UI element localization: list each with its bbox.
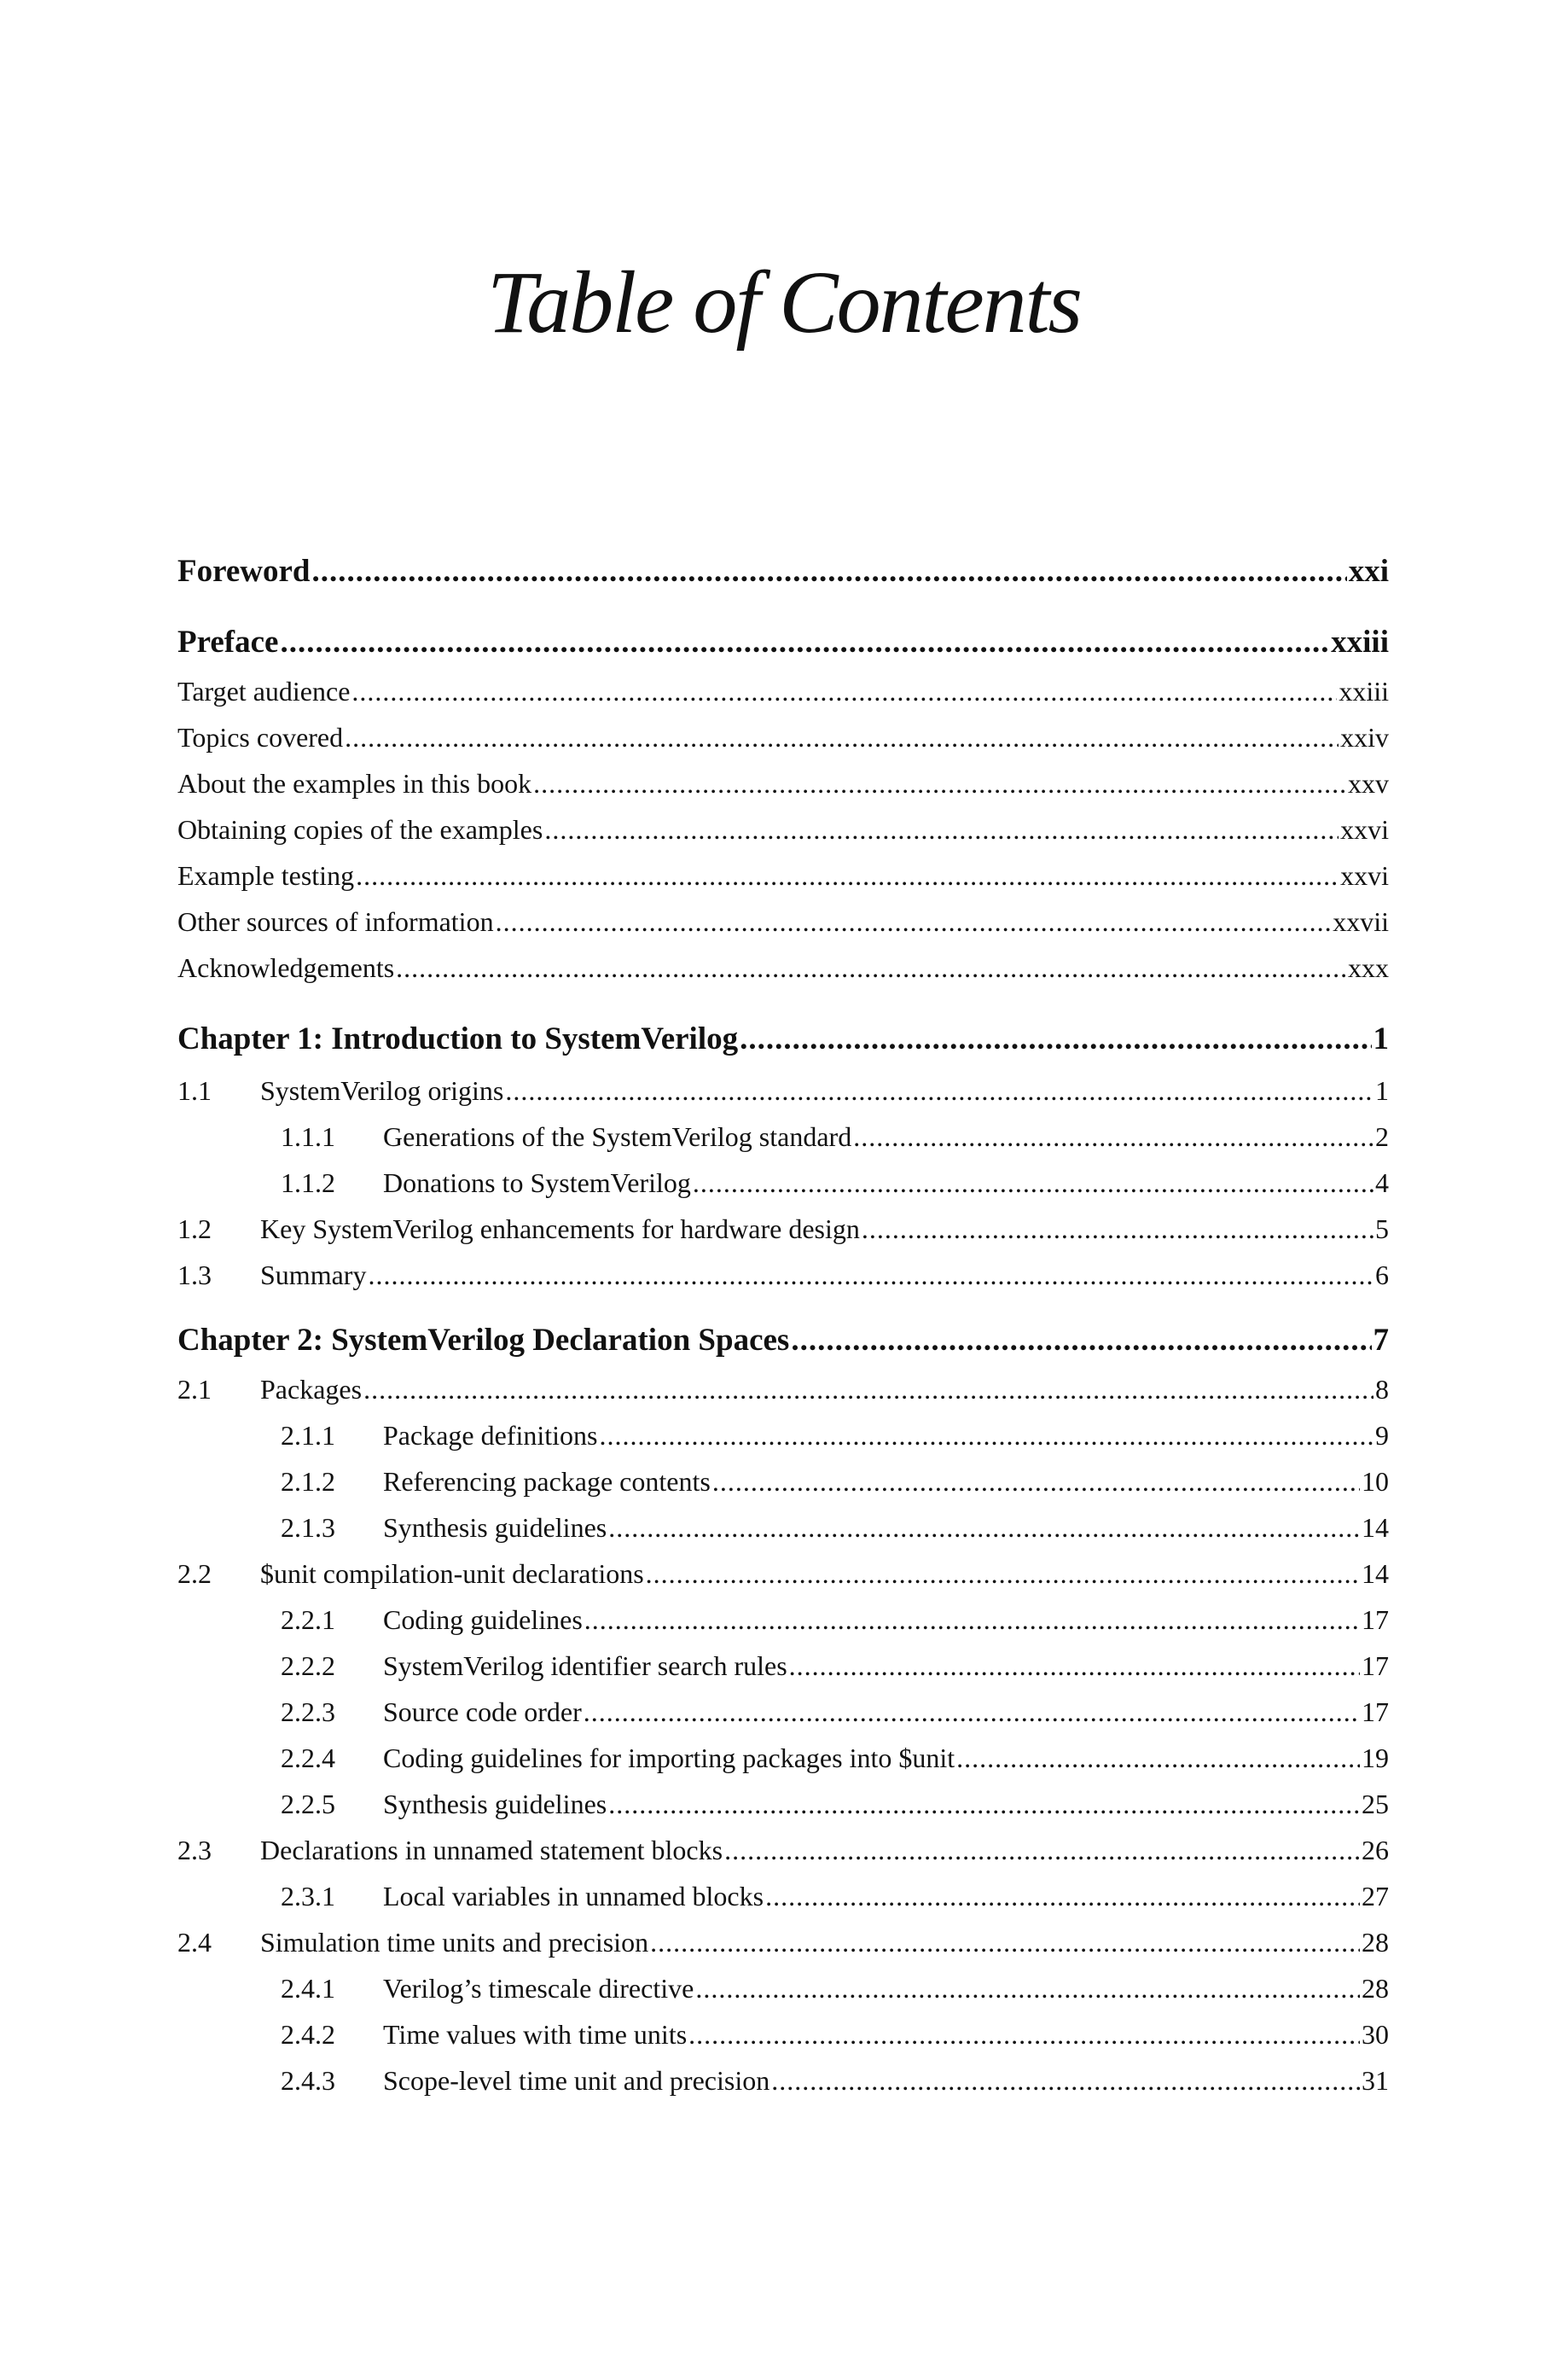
toc-entry-page-number: 14 bbox=[1362, 1512, 1389, 1543]
toc-entry-label: Coding guidelines bbox=[383, 1604, 583, 1635]
toc-entry-page-number: xxvii bbox=[1333, 906, 1389, 937]
dot-leader bbox=[584, 1693, 1360, 1731]
dot-leader bbox=[956, 1739, 1360, 1777]
toc-heading-entry[interactable] bbox=[177, 621, 1389, 664]
toc-entry-page-number: 28 bbox=[1362, 1927, 1389, 1958]
dot-leader bbox=[765, 1877, 1360, 1915]
toc-entry[interactable] bbox=[177, 903, 1389, 940]
toc-entry-number: 2.2.5 bbox=[281, 1789, 335, 1819]
toc-entry-label: SystemVerilog identifier search rules bbox=[383, 1650, 787, 1681]
toc-heading-entry[interactable] bbox=[177, 1319, 1389, 1362]
toc-entry-number: 2.4.1 bbox=[281, 1973, 335, 2004]
dot-leader bbox=[345, 719, 1339, 756]
toc-entry[interactable] bbox=[177, 1417, 1389, 1454]
dot-leader bbox=[688, 2016, 1360, 2053]
dot-leader bbox=[280, 621, 1329, 664]
toc-entry-label: Donations to SystemVerilog bbox=[383, 1167, 691, 1198]
dot-leader bbox=[650, 1923, 1360, 1961]
toc-heading-entry[interactable] bbox=[177, 1018, 1389, 1061]
toc-entry-number: 2.1.1 bbox=[281, 1420, 335, 1451]
toc-entry-label: Topics covered bbox=[177, 722, 344, 753]
toc-entry[interactable] bbox=[177, 1785, 1389, 1823]
toc-entry[interactable] bbox=[177, 1164, 1389, 1201]
toc-entry[interactable] bbox=[177, 1072, 1389, 1109]
toc-entry-label: Key SystemVerilog enhancements for hardware design bbox=[260, 1213, 860, 1244]
toc-entry-label: Other sources of information bbox=[177, 906, 494, 937]
toc-entry-label: Verilog’s timescale directive bbox=[383, 1973, 694, 2004]
toc-entry-label: Scope-level time unit and precision bbox=[383, 2065, 770, 2096]
toc-entry-label: Chapter 2: SystemVerilog Declaration Spaces bbox=[177, 1323, 790, 1358]
toc-entry-label: Declarations in unnamed statement blocks bbox=[260, 1835, 723, 1865]
toc-entry-page-number: 14 bbox=[1362, 1558, 1389, 1589]
toc-entry-page-number: xxv bbox=[1348, 768, 1389, 799]
toc-entry[interactable] bbox=[177, 1601, 1389, 1638]
toc-entry[interactable] bbox=[177, 2016, 1389, 2053]
toc-entry[interactable] bbox=[177, 1555, 1389, 1592]
dot-leader bbox=[599, 1417, 1373, 1454]
toc-entry-label: Preface bbox=[177, 625, 279, 660]
toc-entry-label: Package definitions bbox=[383, 1420, 598, 1451]
dot-leader bbox=[505, 1072, 1373, 1109]
toc-entry-page-number: xxiv bbox=[1340, 722, 1389, 753]
dot-leader bbox=[544, 811, 1339, 848]
dot-leader bbox=[356, 857, 1339, 894]
toc-entry-page-number: 4 bbox=[1375, 1167, 1389, 1198]
toc-entry-page-number: 1 bbox=[1373, 1021, 1389, 1056]
dot-leader bbox=[368, 1256, 1373, 1294]
toc-entry-label: Simulation time units and precision bbox=[260, 1927, 649, 1958]
toc-entry-page-number: 17 bbox=[1362, 1650, 1389, 1681]
toc-entry-label: Local variables in unnamed blocks bbox=[383, 1881, 764, 1911]
toc-entry-number: 1.2 bbox=[177, 1213, 212, 1244]
dot-leader bbox=[693, 1164, 1373, 1201]
toc-entry-label: SystemVerilog origins bbox=[260, 1075, 504, 1106]
toc-entry-page-number: 26 bbox=[1362, 1835, 1389, 1865]
toc-entry-page-number: xxvi bbox=[1340, 860, 1389, 891]
toc-entry-label: Source code order bbox=[383, 1696, 582, 1727]
toc-entry-page-number: 5 bbox=[1375, 1213, 1389, 1244]
dot-leader bbox=[396, 949, 1346, 986]
toc-entry[interactable] bbox=[177, 2062, 1389, 2099]
dot-leader bbox=[791, 1319, 1371, 1362]
dot-leader bbox=[608, 1509, 1360, 1546]
toc-entry-number: 2.2.1 bbox=[281, 1604, 335, 1635]
dot-leader bbox=[853, 1118, 1373, 1155]
toc-entry-number: 1.3 bbox=[177, 1260, 212, 1290]
toc-entry-number: 2.4.2 bbox=[281, 2019, 335, 2050]
toc-entry-number: 2.2.2 bbox=[281, 1650, 335, 1681]
toc-entry-number: 2.2 bbox=[177, 1558, 212, 1589]
toc-entry-page-number: 2 bbox=[1375, 1121, 1389, 1152]
toc-entry-page-number: 25 bbox=[1362, 1789, 1389, 1819]
toc-entry-number: 2.1 bbox=[177, 1374, 212, 1405]
toc-entry-label: Generations of the SystemVerilog standard bbox=[383, 1121, 852, 1152]
toc-entry-label: Packages bbox=[260, 1374, 363, 1405]
toc-entry-number: 2.3.1 bbox=[281, 1881, 335, 1911]
toc-entry[interactable] bbox=[177, 672, 1389, 710]
toc-entry-page-number: 19 bbox=[1362, 1743, 1389, 1773]
dot-leader bbox=[695, 1969, 1360, 2007]
toc-entry-page-number: xxiii bbox=[1339, 676, 1389, 707]
toc-entry-number: 1.1 bbox=[177, 1075, 212, 1106]
toc-entry[interactable] bbox=[177, 1463, 1389, 1500]
toc-entry-page-number: 9 bbox=[1375, 1420, 1389, 1451]
toc-entry-label: Synthesis guidelines bbox=[383, 1512, 607, 1543]
dot-leader bbox=[724, 1831, 1360, 1869]
toc-entry[interactable] bbox=[177, 1256, 1389, 1294]
toc-entry-number: 2.1.2 bbox=[281, 1466, 335, 1497]
toc-entry-label: Summary bbox=[260, 1260, 367, 1290]
toc-entry-page-number: 17 bbox=[1362, 1696, 1389, 1727]
toc-entry[interactable] bbox=[177, 1739, 1389, 1777]
toc-entry-label: Example testing bbox=[177, 860, 355, 891]
toc-entry-page-number: 6 bbox=[1375, 1260, 1389, 1290]
toc-entry-label: About the examples in this book bbox=[177, 768, 532, 799]
toc-entry[interactable] bbox=[177, 1969, 1389, 2007]
dot-leader bbox=[351, 672, 1337, 710]
dot-leader bbox=[740, 1018, 1371, 1061]
toc-entry-page-number: xxiii bbox=[1331, 625, 1389, 660]
toc-entry-label: Obtaining copies of the examples bbox=[177, 814, 543, 845]
toc-entry-number: 1.1.2 bbox=[281, 1167, 335, 1198]
toc-entry[interactable] bbox=[177, 1210, 1389, 1248]
toc-entry[interactable] bbox=[177, 719, 1389, 756]
toc-entry-page-number: 10 bbox=[1362, 1466, 1389, 1497]
toc-heading-entry[interactable] bbox=[177, 550, 1389, 593]
toc-entry[interactable] bbox=[177, 1831, 1389, 1869]
dot-leader bbox=[312, 550, 1347, 593]
toc-entry-label: Time values with time units bbox=[383, 2019, 688, 2050]
toc-entry-page-number: 17 bbox=[1362, 1604, 1389, 1635]
toc-entry-number: 2.2.4 bbox=[281, 1743, 335, 1773]
toc-entry-number: 2.2.3 bbox=[281, 1696, 335, 1727]
toc-entry[interactable] bbox=[177, 1509, 1389, 1546]
toc-entry-page-number: 8 bbox=[1375, 1374, 1389, 1405]
toc-entry-number: 2.3 bbox=[177, 1835, 212, 1865]
toc-entry[interactable] bbox=[177, 1877, 1389, 1915]
toc-entry-label: Referencing package contents bbox=[383, 1466, 711, 1497]
dot-leader bbox=[862, 1210, 1373, 1248]
toc-entry-number: 2.1.3 bbox=[281, 1512, 335, 1543]
dot-leader bbox=[646, 1555, 1360, 1592]
toc-entry-label: Foreword bbox=[177, 554, 311, 589]
toc-entry-page-number: 27 bbox=[1362, 1881, 1389, 1911]
toc-entry-page-number: 7 bbox=[1373, 1323, 1389, 1358]
toc-entry-page-number: 28 bbox=[1362, 1973, 1389, 2004]
toc-entry[interactable] bbox=[177, 1647, 1389, 1684]
dot-leader bbox=[584, 1601, 1360, 1638]
toc-entry-label: Coding guidelines for importing packages into $unit bbox=[383, 1743, 955, 1773]
toc-entry-label: Target audience bbox=[177, 676, 351, 707]
toc-entry-number: 2.4 bbox=[177, 1927, 212, 1958]
toc-entry[interactable] bbox=[177, 1118, 1389, 1155]
toc-entry[interactable] bbox=[177, 811, 1389, 848]
dot-leader bbox=[771, 2062, 1360, 2099]
dot-leader bbox=[608, 1785, 1360, 1823]
toc-entry-label: $unit compilation-unit declarations bbox=[260, 1558, 644, 1589]
toc-entry-page-number: xxx bbox=[1348, 952, 1389, 983]
toc-entry-number: 1.1.1 bbox=[281, 1121, 335, 1152]
dot-leader bbox=[789, 1647, 1360, 1684]
toc-entry[interactable] bbox=[177, 949, 1389, 986]
toc-entry[interactable] bbox=[177, 1923, 1389, 1961]
toc-entry-page-number: xxvi bbox=[1340, 814, 1389, 845]
toc-entry-number: 2.4.3 bbox=[281, 2065, 335, 2096]
toc-entry[interactable] bbox=[177, 765, 1389, 802]
dot-leader bbox=[533, 765, 1346, 802]
toc-entry-label: Chapter 1: Introduction to SystemVerilog bbox=[177, 1021, 739, 1056]
toc-entry-page-number: xxi bbox=[1348, 554, 1389, 589]
toc-entry-label: Synthesis guidelines bbox=[383, 1789, 607, 1819]
toc-entry[interactable] bbox=[177, 1693, 1389, 1731]
toc-entry-page-number: 1 bbox=[1375, 1075, 1389, 1106]
dot-leader bbox=[496, 903, 1332, 940]
toc-entry-page-number: 31 bbox=[1362, 2065, 1389, 2096]
dot-leader bbox=[712, 1463, 1360, 1500]
page-title: Table of Contents bbox=[486, 253, 1082, 352]
toc-entry[interactable] bbox=[177, 857, 1389, 894]
toc-entry-label: Acknowledgements bbox=[177, 952, 395, 983]
dot-leader bbox=[363, 1370, 1373, 1408]
toc-entry-page-number: 30 bbox=[1362, 2019, 1389, 2050]
toc-entry[interactable] bbox=[177, 1370, 1389, 1408]
